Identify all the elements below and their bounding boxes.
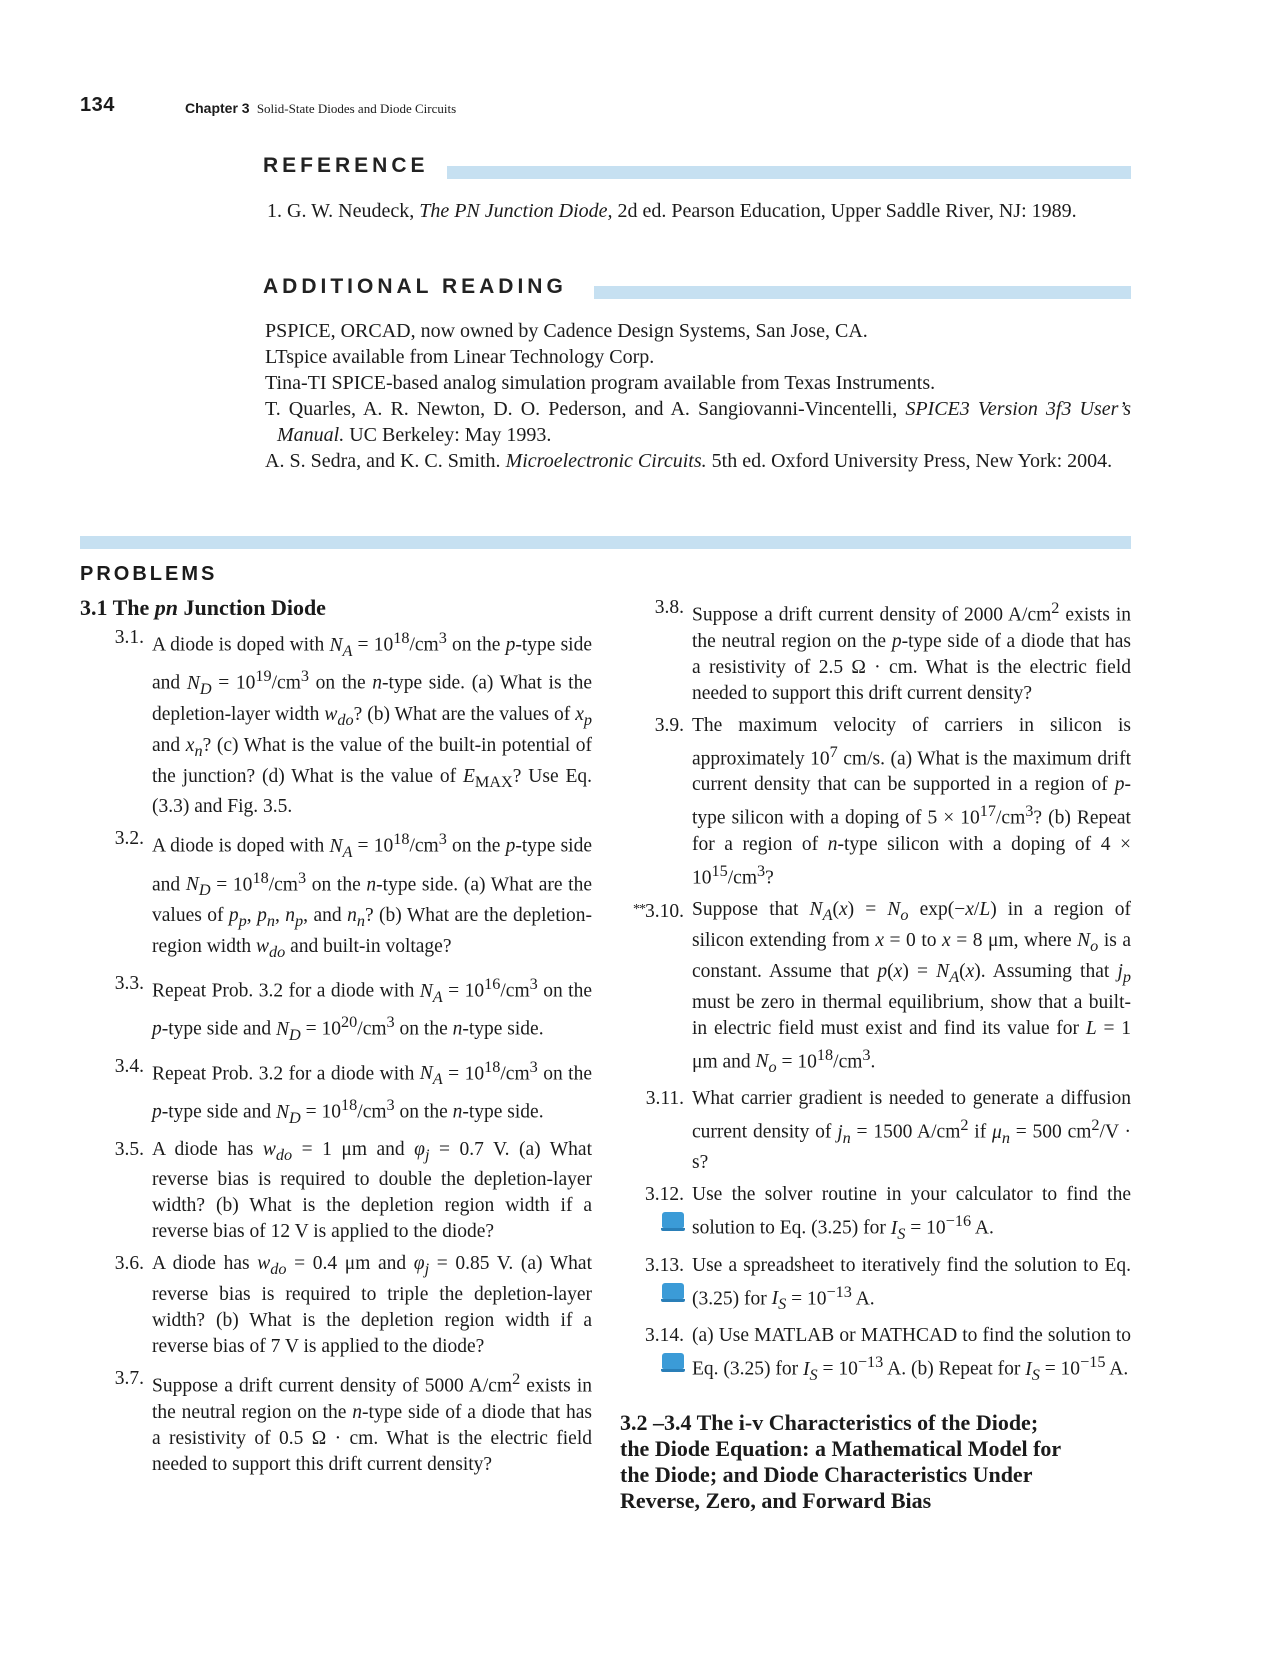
problem-3-2: 3.2. A diode is doped with $N_A = 10^{18}/cm^3$ on the p-type side and $N_D = 10^{18}/cm^3$ on the n-type side. (a) What are the values of $p_p$, $p_n$, $n_p$, and $n_n$? (b) What are the depletion-region width $w_{do}$ and built-in voltage? [80, 826, 592, 965]
problem-3-13: 3.13. Use a spreadsheet to iteratively find the solution to Eq. (3.25) for $I_S = 10^{-13}$ A. [620, 1253, 1131, 1317]
problem-3-6: 3.6. A diode has $w_{do} = 0.4$ μm and $\varphi_j = 0.85$ V. (a) What reverse bias is required to triple the depletion-layer width? (b) What is the depletion region width if a reverse bias of 7 V is applied to the diode? [80, 1251, 592, 1360]
problem-3-12: 3.12. Use the solver routine in your calculator to find the solution to Eq. (3.25) for $I_S = 10^{-16}$ A. [620, 1182, 1131, 1246]
problem-3-3: 3.3. Repeat Prob. 3.2 for a diode with $N_A = 10^{16}/cm^3$ on the p-type side and $N_D = 10^{20}/cm^3$ on the n-type side. [80, 971, 592, 1048]
problem-3-11: 3.11. What carrier gradient is needed to generate a diffusion current density of $j_n = 1500$ $A/cm^2$ if $\mu_n = 500$ $cm^2/V \cdot s$? [620, 1086, 1131, 1176]
problem-3-4: 3.4. Repeat Prob. 3.2 for a diode with $N_A = 10^{18}/cm^3$ on the p-type side and $N_D = 10^{18}/cm^3$ on the n-type side. [80, 1054, 592, 1131]
section-heading-3-2-3-4: 3.2 –3.4 The i-v Characteristics of the Diode; the Diode Equation: a Mathematical Model for the Diode; and Diode Characteristics Under Reverse, Zero, and Forward Bias [620, 1409, 1062, 1513]
problem-number: 3.14. [645, 1325, 684, 1347]
reading-item: A. S. Sedra, and K. C. Smith. Microelectronic Circuits. 5th ed. Oxford University Press, New York: 2004. [265, 450, 1113, 472]
running-header [185, 100, 456, 117]
computer-icon [662, 1212, 684, 1228]
problems-rule [80, 536, 1131, 549]
problem-number: 3.7. [114, 1368, 144, 1390]
problem-3-1: 3.1. A diode is doped with $N_A = 10^{18}/cm^3$ on the p-type side and $N_D = 10^{19}/cm^3$ on the n-type side. (a) What is the depletion-layer width $w_{do}$? (b) What are the values of $x_p$ and $x_n$? (c) What is the value of the built-in potential of the junction? (d) What is the value of $E_{MAX}$? Use Eq. (3.3) and Fig. 3.5. [80, 625, 592, 820]
chapter-label: Chapter 3 [185, 100, 250, 116]
problem-number: 3.5. [114, 1138, 144, 1160]
problems-heading: PROBLEMS [80, 563, 218, 585]
reference-rule [447, 166, 1131, 179]
reference-list [267, 198, 1131, 224]
problem-number: 3.12. [645, 1184, 684, 1206]
additional-reading-heading: ADDITIONAL READING [263, 275, 567, 298]
problem-3-9: 3.9. The maximum velocity of carriers in silicon is approximately $10^7$ cm/s. (a) What is the maximum drift current density that can be supported in a region of p-type silicon with a doping of $5 \times 10^{17}/cm^3$? (b) Repeat for a region of n-type silicon with a doping of $4 \times 10^{15}/cm^3$? [620, 713, 1131, 892]
reading-item: Tina-TI SPICE-based analog simulation program available from Texas Instruments. [265, 372, 936, 394]
problem-number: 3.13. [645, 1254, 684, 1276]
reference-heading: REFERENCE [263, 154, 429, 177]
difficulty-stars: ** [633, 902, 645, 917]
problems-left-column [80, 595, 592, 1484]
problem-number: 3.6. [114, 1253, 144, 1275]
reading-item: PSPICE, ORCAD, now owned by Cadence Design Systems, San Jose, CA. [265, 320, 868, 342]
problem-number: 3.11. [645, 1088, 684, 1110]
chapter-title: Solid-State Diodes and Diode Circuits [256, 101, 457, 116]
page-number: 134 [80, 94, 115, 116]
problem-3-10: **3.10. Suppose that $N_A(x) = N_o$ exp(−x/L) in a region of silicon extending from x = 0 to x = 8 μm, where $N_o$ is a constant. Assume that $p(x) = N_A(x)$. Assuming that $j_p$ must be zero in thermal equilibrium, show that a built-in electric field must exist and find its value for L = 1 μm and $N_o = 10^{18}/cm^3$. [620, 897, 1131, 1080]
problem-number: 3.3. [114, 973, 144, 995]
additional-reading-rule [594, 286, 1131, 299]
problem-3-14: 3.14. (a) Use MATLAB or MATHCAD to find the solution to Eq. (3.25) for $I_S = 10^{-13}$ A. (b) Repeat for $I_S = 10^{-15}$ A. [620, 1323, 1131, 1387]
additional-reading-list [265, 318, 1131, 474]
reference-item: 1. G. W. Neudeck, The PN Junction Diode, 2d ed. Pearson Education, Upper Saddle River, NJ: 1989. [267, 200, 1077, 222]
computer-icon [662, 1353, 684, 1369]
reading-item: T. Quarles, A. R. Newton, D. O. Pederson, and A. Sangiovanni-Vincentelli, SPICE3 Version 3f3 User’s Manual. UC Berkeley: May 1993. [265, 398, 1131, 446]
computer-icon [662, 1283, 684, 1299]
problem-3-5: 3.5. A diode has $w_{do} = 1$ μm and $\varphi_j = 0.7$ V. (a) What reverse bias is required to double the depletion-layer width? (b) What is the depletion region width if a reverse bias of 12 V is applied to the diode? [80, 1137, 592, 1246]
problem-number: 3.9. [654, 714, 684, 736]
section-heading-3-1: 3.1 The pn Junction Diode [80, 595, 326, 620]
reading-item: LTspice available from Linear Technology Corp. [265, 346, 655, 368]
problem-3-8: 3.8. Suppose a drift current density of 2000 $A/cm^2$ exists in the neutral region on the p-type side of a diode that has a resistivity of 2.5 Ω · cm. What is the electric field needed to support this drift current density? [620, 595, 1131, 707]
problem-number: 3.2. [114, 828, 144, 850]
problem-number: 3.4. [114, 1055, 144, 1077]
problem-number: 3.1. [114, 627, 144, 648]
problem-number: **3.10. [633, 901, 684, 922]
problems-right-column [620, 595, 1131, 1514]
problem-number: 3.8. [654, 597, 684, 618]
problem-3-7: 3.7. Suppose a drift current density of 5000 $A/cm^2$ exists in the neutral region on the n-type side of a diode that has a resistivity of 0.5 Ω · cm. What is the electric field needed to support this drift current density? [80, 1366, 592, 1478]
